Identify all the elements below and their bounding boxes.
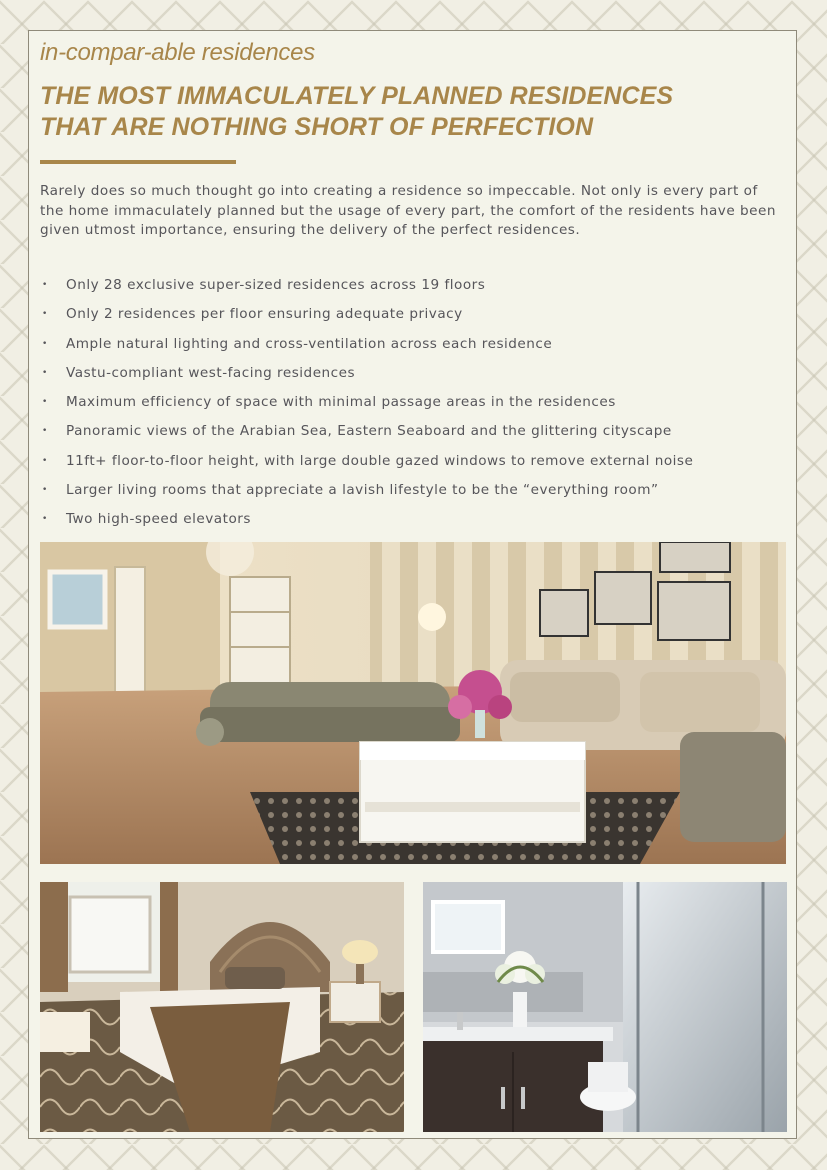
feature-item bbox=[40, 271, 780, 300]
feature-item bbox=[40, 330, 780, 359]
feature-item bbox=[40, 447, 780, 476]
headline-line-1: THE MOST IMMACULATELY PLANNED RESIDENCES bbox=[40, 82, 674, 110]
feature-list bbox=[40, 271, 780, 535]
feature-item bbox=[40, 476, 780, 505]
feature-text: Maximum efficiency of space with minimal passage areas in the residences bbox=[66, 394, 616, 411]
bedroom-photo bbox=[40, 882, 404, 1132]
bathroom-photo bbox=[423, 882, 787, 1132]
headline-line-2: THAT ARE NOTHING SHORT OF PERFECTION bbox=[40, 113, 594, 141]
bullet-icon: • bbox=[42, 367, 48, 378]
gold-divider bbox=[40, 160, 236, 164]
bullet-icon: • bbox=[42, 514, 48, 525]
bullet-icon: • bbox=[42, 426, 48, 437]
feature-text: 11ft+ floor-to-floor height, with large double gazed windows to remove external noise bbox=[66, 452, 694, 469]
feature-text: Larger living rooms that appreciate a lavish lifestyle to be the “everything room” bbox=[66, 482, 659, 499]
bullet-icon: • bbox=[42, 397, 48, 408]
feature-text: Two high-speed elevators bbox=[66, 511, 251, 528]
section-subtitle: in-compar-able residences bbox=[40, 39, 315, 66]
feature-text: Panoramic views of the Arabian Sea, Eastern Seaboard and the glittering cityscape bbox=[66, 423, 672, 440]
living-room-photo bbox=[40, 542, 786, 864]
bullet-icon: • bbox=[42, 455, 48, 466]
bullet-icon: • bbox=[42, 309, 48, 320]
bullet-icon: • bbox=[42, 280, 48, 290]
intro-paragraph: Rarely does so much thought go into creating a residence so impeccable. Not only is every part of the home immaculately planned but the usage of every part, the comfort of the residents have been given utmost importance, ensuring the delivery of the perfect residences. bbox=[40, 183, 776, 238]
bullet-icon: • bbox=[42, 338, 48, 349]
feature-item bbox=[40, 505, 780, 534]
feature-text: Ample natural lighting and cross-ventilation across each residence bbox=[66, 335, 553, 352]
feature-text: Only 2 residences per floor ensuring adequate privacy bbox=[66, 306, 463, 323]
feature-item bbox=[40, 359, 780, 388]
feature-text: Only 28 exclusive super-sized residences across 19 floors bbox=[66, 277, 486, 293]
feature-item bbox=[40, 388, 780, 417]
feature-item bbox=[40, 300, 780, 329]
page-headline bbox=[40, 81, 780, 143]
bullet-icon: • bbox=[42, 485, 48, 496]
content-panel bbox=[28, 30, 797, 1139]
feature-item bbox=[40, 417, 780, 446]
feature-text: Vastu-compliant west-facing residences bbox=[66, 364, 356, 381]
